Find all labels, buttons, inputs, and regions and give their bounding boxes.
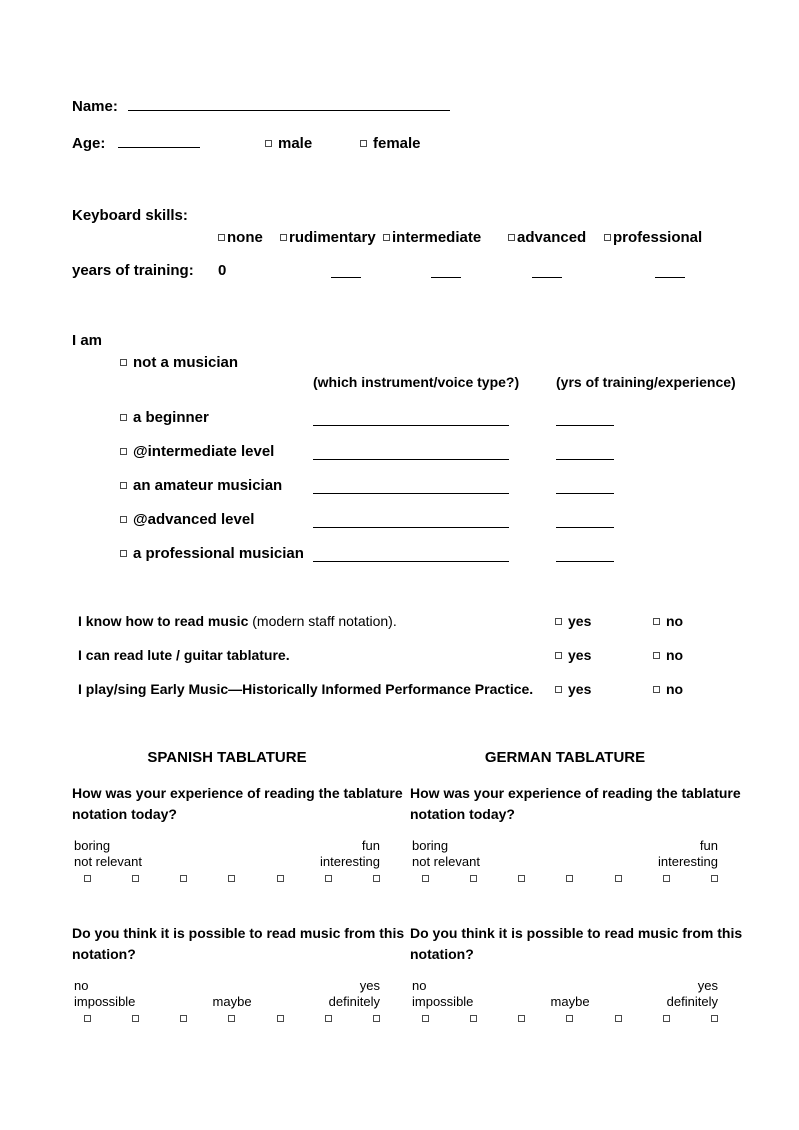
- level-label: a professional musician: [133, 545, 304, 562]
- no-label: no: [666, 681, 684, 697]
- scale-checkbox[interactable]: [277, 1015, 284, 1022]
- female-option: [360, 135, 421, 152]
- level-option: [120, 545, 304, 562]
- experience-field-line[interactable]: [556, 477, 614, 494]
- experience-field-line[interactable]: [556, 409, 614, 426]
- german-experience-scale-labels: [412, 838, 718, 870]
- spanish-experience-question: How was your experience of reading the tablature notation today?: [72, 785, 403, 822]
- scale-checkbox[interactable]: [325, 1015, 332, 1022]
- checkbox-no[interactable]: [653, 618, 660, 625]
- checkbox-none[interactable]: [218, 234, 225, 241]
- level-row-advanced: [0, 511, 799, 530]
- female-label: female: [373, 135, 421, 152]
- scale-checkbox[interactable]: [84, 875, 91, 882]
- male-option: [265, 135, 312, 152]
- age-row: [72, 135, 782, 152]
- scale-checkbox[interactable]: [711, 1015, 718, 1022]
- scale-label-impossible: impossible: [74, 994, 136, 1009]
- instrument-field-line[interactable]: [313, 443, 509, 460]
- german-possible-scale-row: [422, 1015, 718, 1022]
- option-rudimentary: [280, 229, 376, 246]
- scale-label-not-relevant: not relevant: [74, 854, 142, 869]
- scale-checkbox[interactable]: [132, 875, 139, 882]
- spanish-possible-scale-row: [84, 1015, 380, 1022]
- checkbox-no[interactable]: [653, 652, 660, 659]
- scale-checkbox[interactable]: [228, 875, 235, 882]
- scale-checkbox[interactable]: [711, 875, 718, 882]
- experience-field-line[interactable]: [556, 443, 614, 460]
- german-possible-question: Do you think it is possible to read music from this notation?: [410, 925, 743, 962]
- scale-checkbox[interactable]: [277, 875, 284, 882]
- checkbox-no[interactable]: [653, 686, 660, 693]
- scale-label-boring: boring: [74, 838, 111, 853]
- instrument-field-line[interactable]: [313, 477, 509, 494]
- scale-label-no: no: [412, 978, 427, 993]
- scale-label-no: no: [74, 978, 89, 993]
- checkbox-yes[interactable]: [555, 686, 562, 693]
- spanish-tablature-title: SPANISH TABLATURE: [147, 749, 307, 766]
- years-field-line[interactable]: [532, 262, 562, 278]
- spanish-possible-scale-labels: [74, 978, 380, 1010]
- scale-checkbox[interactable]: [470, 875, 477, 882]
- scale-checkbox[interactable]: [663, 875, 670, 882]
- no-option: [653, 647, 683, 663]
- checkbox-yes[interactable]: [555, 652, 562, 659]
- scale-checkbox[interactable]: [566, 875, 573, 882]
- german-experience-question: How was your experience of reading the tablature notation today?: [410, 785, 741, 822]
- experience-header: (yrs of training/experience): [556, 374, 736, 390]
- checkbox-professional-musician[interactable]: [120, 550, 127, 557]
- yes-option: [555, 613, 591, 629]
- option-professional: [604, 229, 702, 246]
- option-none: [218, 229, 263, 246]
- option-none-label: none: [227, 229, 263, 246]
- level-label: @advanced level: [133, 511, 255, 528]
- years-field-line[interactable]: [331, 262, 361, 278]
- name-field-line[interactable]: [128, 110, 450, 111]
- spanish-experience-scale-labels: [74, 838, 380, 870]
- checkbox-advanced-level[interactable]: [120, 516, 127, 523]
- scale-label-not-relevant: not relevant: [412, 854, 480, 869]
- german-experience-scale-row: [422, 875, 718, 882]
- no-option: [653, 613, 683, 629]
- scale-checkbox[interactable]: [518, 875, 525, 882]
- scale-label-definitely: definitely: [328, 994, 380, 1009]
- checkbox-yes[interactable]: [555, 618, 562, 625]
- question-bold: I can read lute / guitar tablature.: [78, 647, 290, 663]
- checkbox-male[interactable]: [265, 140, 272, 147]
- yes-option: [555, 681, 591, 697]
- years-field-line[interactable]: [431, 262, 461, 278]
- instrument-field-line[interactable]: [313, 545, 509, 562]
- yes-label: yes: [568, 613, 592, 629]
- question-normal: (modern staff notation).: [248, 613, 397, 629]
- yes-label: yes: [568, 647, 592, 663]
- option-advanced: [508, 229, 586, 246]
- question-text: [78, 613, 397, 629]
- instrument-field-line[interactable]: [313, 409, 509, 426]
- years-none-value: 0: [218, 262, 227, 279]
- checkbox-intermediate-level[interactable]: [120, 448, 127, 455]
- scale-checkbox[interactable]: [422, 1015, 429, 1022]
- scale-checkbox[interactable]: [566, 1015, 573, 1022]
- scale-checkbox[interactable]: [84, 1015, 91, 1022]
- level-option: [120, 443, 274, 460]
- scale-checkbox[interactable]: [180, 1015, 187, 1022]
- yes-option: [555, 647, 591, 663]
- level-option: [120, 511, 254, 528]
- scale-label-interesting: interesting: [658, 854, 718, 869]
- scale-checkbox[interactable]: [132, 1015, 139, 1022]
- name-label: Name:: [72, 98, 118, 115]
- level-row-beginner: [0, 409, 799, 428]
- question-bold: I play/sing Early Music—Historically Informed Performance Practice.: [78, 681, 534, 697]
- checkbox-rudimentary[interactable]: [280, 234, 287, 241]
- level-label: @intermediate level: [133, 443, 275, 460]
- i-am-label: I am: [72, 332, 103, 349]
- age-field-line[interactable]: [118, 147, 200, 148]
- option-professional-label: professional: [613, 229, 703, 246]
- name-row: [72, 98, 450, 115]
- option-intermediate-label: intermediate: [392, 229, 482, 246]
- scale-label-yes: yes: [697, 978, 718, 993]
- checkbox-intermediate[interactable]: [383, 234, 390, 241]
- level-label: a beginner: [133, 409, 209, 426]
- no-label: no: [666, 613, 684, 629]
- age-label: Age:: [72, 135, 106, 152]
- no-label: no: [666, 647, 684, 663]
- option-rudimentary-label: rudimentary: [289, 229, 376, 246]
- not-musician-row: [120, 354, 238, 371]
- years-of-training-row: [0, 262, 799, 280]
- question-text: [78, 681, 533, 697]
- scale-checkbox[interactable]: [373, 875, 380, 882]
- option-advanced-label: advanced: [517, 229, 587, 246]
- scale-label-fun: fun: [361, 838, 380, 853]
- option-intermediate: [383, 229, 481, 246]
- level-row-amateur: [0, 477, 799, 496]
- scale-checkbox[interactable]: [615, 1015, 622, 1022]
- scale-checkbox[interactable]: [518, 1015, 525, 1022]
- scale-checkbox[interactable]: [373, 1015, 380, 1022]
- scale-label-maybe: maybe: [212, 994, 252, 1009]
- experience-field-line[interactable]: [556, 511, 614, 528]
- scale-checkbox[interactable]: [180, 875, 187, 882]
- keyboard-skills-label: Keyboard skills:: [72, 207, 188, 224]
- scale-label-definitely: definitely: [666, 994, 718, 1009]
- level-label: an amateur musician: [133, 477, 283, 494]
- german-possible-scale-labels: [412, 978, 718, 1010]
- question-text: [78, 647, 290, 663]
- level-option: [120, 409, 209, 426]
- male-label: male: [278, 135, 313, 152]
- experience-field-line[interactable]: [556, 545, 614, 562]
- level-row-professional: [0, 545, 799, 564]
- scale-checkbox[interactable]: [663, 1015, 670, 1022]
- question-bold: I know how to read music: [78, 613, 249, 629]
- scale-checkbox[interactable]: [228, 1015, 235, 1022]
- spanish-possible-question: Do you think it is possible to read music from this notation?: [72, 925, 405, 962]
- scale-checkbox[interactable]: [615, 875, 622, 882]
- no-option: [653, 681, 683, 697]
- scale-label-impossible: impossible: [412, 994, 474, 1009]
- years-training-label: years of training:: [72, 262, 194, 279]
- instrument-field-line[interactable]: [313, 511, 509, 528]
- scale-label-boring: boring: [412, 838, 449, 853]
- level-row-intermediate: [0, 443, 799, 462]
- scale-label-interesting: interesting: [320, 854, 380, 869]
- checkbox-amateur[interactable]: [120, 482, 127, 489]
- yes-label: yes: [568, 681, 592, 697]
- scale-checkbox[interactable]: [470, 1015, 477, 1022]
- instrument-header: (which instrument/voice type?): [313, 374, 520, 390]
- scale-label-maybe: maybe: [550, 994, 590, 1009]
- spanish-experience-scale-row: [84, 875, 380, 882]
- checkbox-female[interactable]: [360, 140, 367, 147]
- checkbox-advanced[interactable]: [508, 234, 515, 241]
- not-musician-label: not a musician: [133, 354, 239, 371]
- scale-label-fun: fun: [699, 838, 718, 853]
- level-option: [120, 477, 282, 494]
- checkbox-not-musician[interactable]: [120, 359, 127, 366]
- years-field-line[interactable]: [655, 262, 685, 278]
- scale-label-yes: yes: [359, 978, 380, 993]
- checkbox-professional[interactable]: [604, 234, 611, 241]
- scale-checkbox[interactable]: [422, 875, 429, 882]
- checkbox-beginner[interactable]: [120, 414, 127, 421]
- german-tablature-title: GERMAN TABLATURE: [484, 749, 646, 766]
- scale-checkbox[interactable]: [325, 875, 332, 882]
